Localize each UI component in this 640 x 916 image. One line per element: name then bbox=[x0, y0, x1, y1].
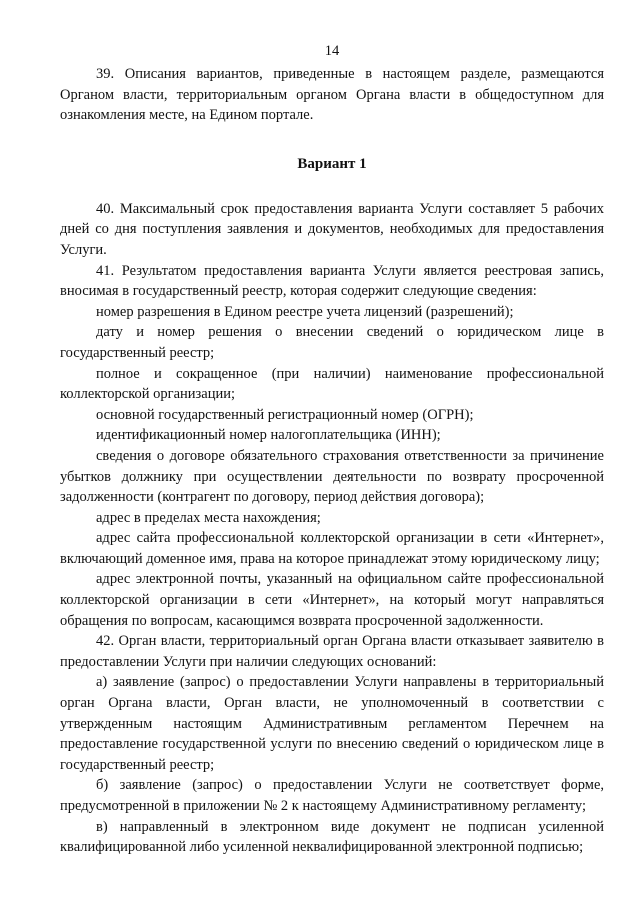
section-heading: Вариант 1 bbox=[297, 155, 367, 172]
page-number: 14 bbox=[324, 43, 340, 59]
refusal-ground-a: а) заявление (запрос) о предоставлении Услуги направлены в территориальный орган Органа власти, Орган власти, не уполномоченный в соответствии с утвержденным настоящим Административным регламентом Перечнем на предоставление государственной услуги по внесению сведений о юридическом лице в государственный реестр; bbox=[60, 674, 604, 773]
list-item-organization-name: полное и сокращенное (при наличии) наименование профессиональной коллекторской организации; bbox=[60, 365, 604, 403]
list-item-insurance-contract: сведения о договоре обязательного страхования ответственности за причинение убытков должнику при осуществлении деятельности по возврату просроченной задолженности (контрагент по договору, период действия договора); bbox=[60, 447, 604, 506]
paragraph-41: 41. Результатом предоставления варианта Услуги является реестровая запись, вносимая в государственный реестр, которая содержит следующие сведения: bbox=[60, 262, 604, 300]
paragraph-42: 42. Орган власти, территориальный орган Органа власти отказывает заявителю в предоставлении Услуги при наличии следующих оснований: bbox=[60, 633, 604, 670]
list-item-permit-number: номер разрешения в Едином реестре учета лицензий (разрешений); bbox=[96, 303, 514, 320]
paragraph-39: 39. Описания вариантов, приведенные в настоящем разделе, размещаются Органом власти, территориальным органом Органа власти в общедоступном для ознакомления месте, на Едином портале. bbox=[60, 66, 604, 124]
refusal-ground-b: б) заявление (запрос) о предоставлении Услуги не соответствует форме, предусмотренной в приложении № 2 к настоящему Административному регламенту; bbox=[60, 777, 604, 814]
list-item-decision-date: дату и номер решения о внесении сведений о юридическом лице в государственный реестр; bbox=[60, 324, 604, 361]
list-item-inn: идентификационный номер налогоплательщика (ИНН); bbox=[96, 427, 441, 444]
list-item-email: адрес электронной почты, указанный на официальном сайте профессиональной коллекторской организации в сети «Интернет», на который могут направляться обращения по вопросам, касающимся возврата просроченной задолженности. bbox=[60, 571, 604, 629]
list-item-ogrn: основной государственный регистрационный номер (ОГРН); bbox=[96, 406, 474, 423]
list-item-website: адрес сайта профессиональной коллекторской организации в сети «Интернет», включающий доменное имя, права на которое принадлежат этому юридическому лицу; bbox=[60, 530, 604, 567]
paragraph-40: 40. Максимальный срок предоставления варианта Услуги составляет 5 рабочих дней со дня поступления заявления и документов, необходимых для предоставления Услуги. bbox=[60, 200, 604, 258]
list-item-address: адрес в пределах места нахождения; bbox=[96, 509, 321, 526]
refusal-ground-c: в) направленный в электронном виде документ не подписан усиленной квалифицированной либо усиленной неквалифицированной электронной подписью; bbox=[60, 818, 604, 856]
